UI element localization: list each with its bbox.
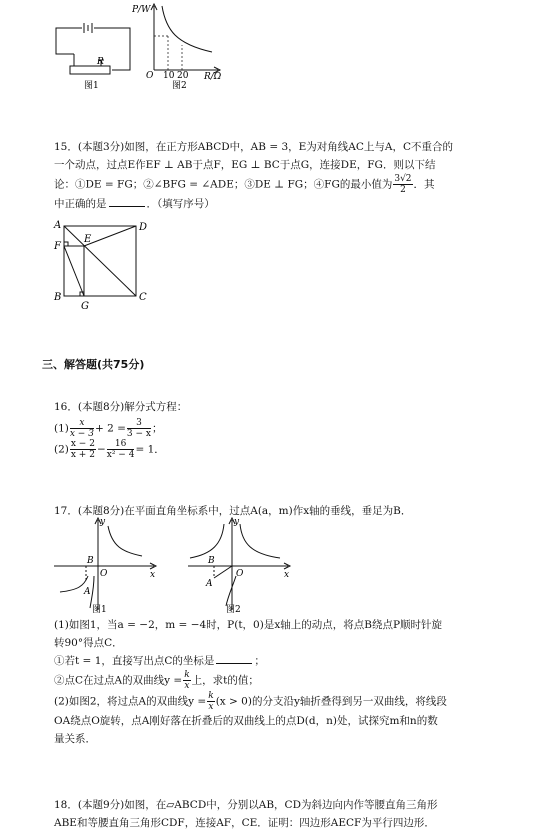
fig2-x-label: R/Ω bbox=[204, 72, 222, 82]
fig1-B: B bbox=[87, 556, 94, 566]
q15-line4 bbox=[54, 195, 514, 213]
fig1-caption: 图1 bbox=[92, 605, 107, 615]
fig1-y: y bbox=[100, 517, 106, 527]
fig1-caption: 图1 bbox=[84, 81, 99, 91]
q16-part1: (1) $\frac{x}{x - 3}$ + 2 = $\frac{3}{3 - x}$ ； bbox=[54, 418, 163, 439]
section-3-title: 三、解答题(共75分) bbox=[42, 358, 145, 371]
q16-part2: (2) $\frac{x - 2}{x + 2}$ − $\frac{16}{\text{x² − 4}}$ = 1． bbox=[54, 439, 165, 460]
q15-line3-text: 论：①DE = FG；②∠BFG = ∠ADE；③DE ⊥ FG；④FG的最小值为 bbox=[54, 178, 393, 191]
circuit-figure bbox=[50, 2, 140, 92]
fig2-A: A bbox=[206, 579, 213, 589]
q15-min-fraction: $\frac{3√2}{2}$ bbox=[394, 174, 412, 195]
q15-answer-blank[interactable] bbox=[109, 195, 145, 207]
fig2-y-label: P/W bbox=[132, 5, 151, 15]
q17-line7: 量关系． bbox=[54, 733, 96, 745]
q15-line4-end: ．（填写序号） bbox=[146, 198, 215, 210]
q17-line1: (1)如图1，当a = −2，m = −4时，P(t，0)是x轴上的动点，将点B绕点P顺时针旋 bbox=[54, 619, 443, 631]
label-C: C bbox=[139, 292, 147, 303]
fig2-caption: 图2 bbox=[226, 605, 241, 615]
q16-stem: 16．(本题8分)解分式方程： bbox=[54, 401, 188, 413]
fig2-B: B bbox=[208, 556, 215, 566]
q18-line2: ABE和等腰直角三角形CDF，连接AF，CE．证明：四边形AECF为平行四边形． bbox=[54, 817, 435, 829]
label-D: D bbox=[139, 222, 148, 233]
question-15 bbox=[54, 138, 514, 213]
fig2-y: y bbox=[234, 517, 240, 527]
q15-line2: 一个动点，过点E作EF ⊥ AB于点F，EG ⊥ BC于点G，连接DE，FG．则以下结 bbox=[54, 159, 436, 171]
fig1-O: O bbox=[100, 569, 108, 579]
fig2-x: x bbox=[284, 570, 290, 580]
label-F: F bbox=[54, 241, 61, 252]
label-E: E bbox=[84, 234, 92, 245]
question-17-body bbox=[54, 616, 514, 748]
q17-answer-blank[interactable] bbox=[216, 652, 252, 664]
q18-line1: 18．(本题9分)如图，在▱ABCD中，分别以AB，CD为斜边向内作等腰直角三角形 bbox=[54, 799, 438, 811]
fig2-caption: 图2 bbox=[172, 81, 187, 91]
fig2-origin: O bbox=[146, 71, 154, 81]
fig1-A: A bbox=[84, 587, 91, 597]
square-abcd-figure bbox=[50, 218, 160, 312]
label-A: A bbox=[54, 220, 62, 231]
q17-figure-1 bbox=[50, 514, 170, 616]
q15-line1: 15．(本题3分)如图，在正方形ABCD中，AB = 3，E为对角线AC上与A，C不重合的 bbox=[54, 141, 454, 153]
q17-figure-2 bbox=[184, 514, 304, 616]
fig2-O: O bbox=[236, 569, 244, 579]
fig2-tick-10: 10 bbox=[163, 71, 175, 81]
q15-line3 bbox=[54, 174, 514, 195]
question-18 bbox=[54, 796, 514, 832]
q17-line5: (2)如图2，将过点A的双曲线y = $\frac{k}{x}$ (x > 0)的分支沿y轴折叠得到另一双曲线，将线段 bbox=[54, 691, 447, 712]
fig1-x: x bbox=[150, 570, 156, 580]
fig1-R-label: R bbox=[97, 57, 104, 67]
q17-stem: 17．(本题8分)在平面直角坐标系中，过点A(a，m)作x轴的垂线，垂足为B． bbox=[54, 505, 412, 517]
q17-line4: ②点C在过点A的双曲线y = $\frac{k}{x}$ 上，求t的值； bbox=[54, 670, 259, 691]
q17-line6: OA绕点O旋转，点A刚好落在折叠后的双曲线上的点D(d，n)处，试探究m和n的数 bbox=[54, 715, 438, 727]
power-resistance-graph bbox=[132, 0, 232, 92]
q15-line3-end: ．其 bbox=[413, 178, 435, 191]
label-B: B bbox=[54, 292, 62, 303]
label-G: G bbox=[81, 301, 89, 312]
q17-line2: 转90°得点C． bbox=[54, 637, 123, 649]
fig2-tick-20: 20 bbox=[177, 71, 189, 81]
q15-line4-text: 中正确的是 bbox=[54, 198, 107, 210]
question-16 bbox=[54, 398, 514, 460]
q17-line3: ①若t = 1，直接写出点C的坐标是 ； bbox=[54, 652, 514, 670]
